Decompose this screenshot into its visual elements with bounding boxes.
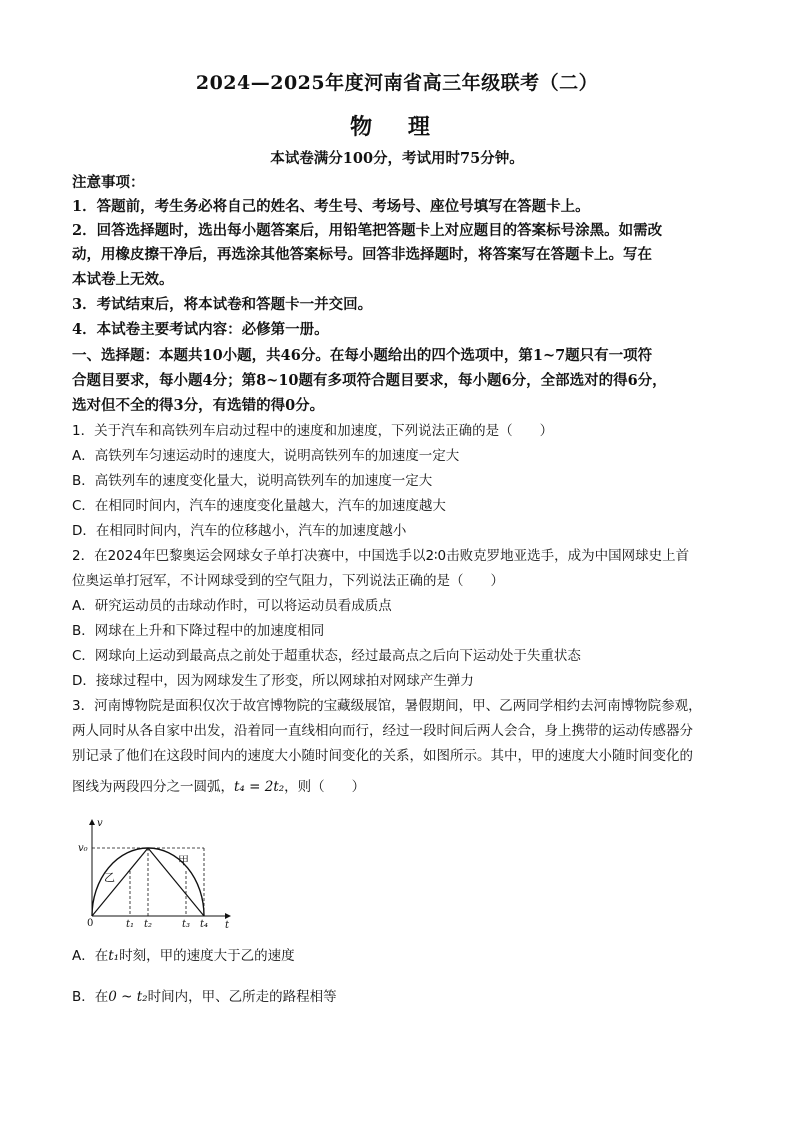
t3-label: t₃ (182, 919, 191, 930)
q3-option-a-suffix: 时刻，甲的速度大于乙的速度 (119, 948, 295, 964)
note-line-4: 本试卷上无效。 (72, 271, 174, 288)
q3-option-b-prefix: B．在 (72, 989, 109, 1005)
t-axis-label: t (225, 920, 230, 931)
q3-equation: t₄ = 2t₂ (234, 779, 285, 795)
v-axis-label: v (97, 818, 103, 829)
q2-option-a: A．研究运动员的击球动作时，可以将运动员看成质点 (72, 598, 392, 614)
t1-label: t₁ (126, 919, 135, 930)
curve-jia-label: 甲 (178, 854, 189, 867)
q3-option-b (72, 987, 728, 1007)
note-line-5: 3．考试结束后，将本试卷和答题卡一并交回。 (72, 296, 373, 313)
exam-title: 2024—2025年度河南省高三年级联考（二） (195, 72, 599, 94)
q2-option-d: D．接球过程中，因为网球发生了形变，所以网球拍对网球产生弹力 (72, 673, 474, 689)
q3-option-b-var: 0 ~ t₂ (108, 989, 148, 1005)
q3-velocity-time-graph (78, 816, 234, 931)
q3-option-a-prefix: A．在 (72, 948, 109, 964)
note-line-3: 动，用橡皮擦干净后，再选涂其他答案标号。回答非选择题时，将答案写在答题卡上。写在 (72, 246, 652, 263)
subject-title: 物 理 (350, 114, 444, 140)
vt-graph-svg (78, 816, 234, 931)
origin-label: 0 (87, 918, 94, 929)
note-line-1: 1．答题前，考生务必将自己的姓名、考生号、考场号、座位号填写在答题卡上。 (72, 198, 590, 215)
notes-heading: 注意事项： (72, 174, 145, 191)
exam-info: 本试卷满分100分，考试用时75分钟。 (270, 150, 524, 167)
q1-option-d: D．在相同时间内，汽车的位移越小，汽车的加速度越小 (72, 523, 407, 539)
section1-line-1: 一、选择题：本题共10小题，共46分。在每小题给出的四个选项中，第1~7题只有一项符 (72, 347, 653, 364)
note-line-2: 2．回答选择题时，选出每小题答案后，用铅笔把答题卡上对应题目的答案标号涂黑。如需改 (72, 222, 663, 239)
q1-option-b: B．高铁列车的速度变化量大，说明高铁列车的加速度一定大 (72, 473, 433, 489)
q3-option-a (72, 946, 728, 966)
note-line-6: 4．本试卷主要考试内容：必修第一册。 (72, 321, 329, 338)
t2-label: t₂ (144, 919, 153, 930)
section1-line-2: 合题目要求，每小题4分；第8~10题有多项符合题目要求，每小题6分，全部选对的得6分， (72, 372, 667, 389)
q1-option-c: C．在相同时间内，汽车的速度变化量越大，汽车的加速度越大 (72, 498, 446, 514)
q2-stem-line-2: 位奥运单打冠军，不计网球受到的空气阻力，下列说法正确的是（ ） (72, 573, 504, 589)
q3-stem-line-4-suffix: ，则（ ） (284, 779, 366, 795)
q1-stem: 1．关于汽车和高铁列车启动过程中的速度和加速度，下列说法正确的是（ ） (72, 423, 554, 439)
q2-stem-line-1: 2．在2024年巴黎奥运会网球女子单打决赛中，中国选手以2∶0击败克罗地亚选手，成为中国网球史上首 (72, 548, 690, 564)
q3-stem-line-3: 别记录了他们在这段时间内的速度大小随时间变化的关系，如图所示。其中，甲的速度大小随时间变化的 (72, 748, 693, 764)
q3-stem-line-1: 3．河南博物院是面积仅次于故宫博物院的宝藏级展馆，暑假期间，甲、乙两同学相约去河南博物院参观， (72, 698, 702, 714)
q2-option-b: B．网球在上升和下降过程中的加速度相同 (72, 623, 325, 639)
q3-option-b-suffix: 时间内，甲、乙所走的路程相等 (147, 989, 337, 1005)
q3-option-a-var: t₁ (108, 948, 120, 964)
q3-stem-line-2: 两人同时从各自家中出发，沿着同一直线相向而行，经过一段时间后两人会合，身上携带的运动传感器分 (72, 723, 693, 739)
q3-stem-line-4-prefix: 图线为两段四分之一圆弧， (72, 779, 234, 795)
curve-yi-rise (92, 848, 148, 916)
q3-stem-line-4 (72, 777, 728, 797)
section1-line-3: 选对但不全的得3分，有选错的得0分。 (72, 397, 325, 414)
q2-option-c: C．网球向上运动到最高点之前处于超重状态，经过最高点之后向下运动处于失重状态 (72, 648, 581, 664)
q1-option-a: A．高铁列车匀速运动时的速度大，说明高铁列车的加速度一定大 (72, 448, 460, 464)
t4-label: t₄ (200, 919, 209, 930)
v0-label: v₀ (78, 843, 88, 854)
curve-yi-fall (148, 848, 204, 916)
curve-yi-label: 乙 (104, 871, 115, 884)
